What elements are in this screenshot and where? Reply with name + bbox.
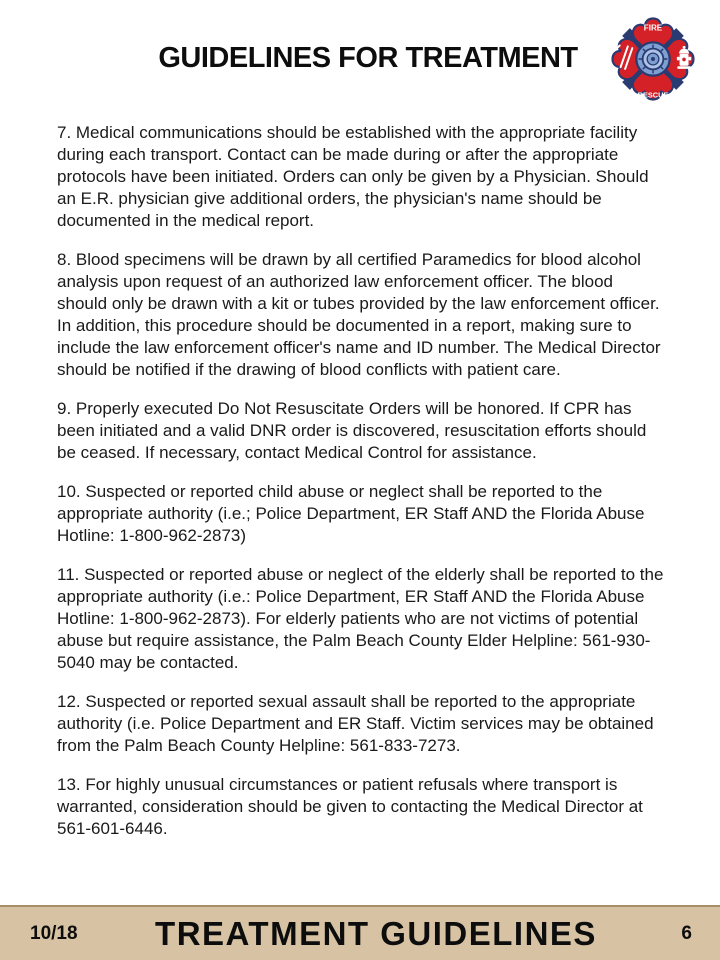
badge-fire-label: FIRE bbox=[643, 23, 663, 33]
guideline-item-10: 10. Suspected or reported child abuse or neglect shall be reported to the appropriate authority (i.e.; Police Department, ER Staff AND the Florida Abuse Hotline: 1-800-962-2873) bbox=[57, 482, 645, 545]
header bbox=[0, 0, 720, 120]
guideline-item-12: 12. Suspected or reported sexual assault shall be reported to the appropriate authority (i.e. Police Department and ER Staff. Victim services may be obtained from the Palm Beach County Helpline: 561-833-7273. bbox=[57, 692, 654, 755]
footer-date: 10/18 bbox=[30, 922, 78, 944]
guideline-item-9: 9. Properly executed Do Not Resuscitate Orders will be honored. If CPR has been initiated and a valid DNR order is discovered, resuscitation efforts should be ceased. If necessary, contact Medical Control for assistance. bbox=[57, 399, 647, 462]
guideline-item-13: 13. For highly unusual circumstances or patient refusals where transport is warranted, consideration should be given to contacting the Medical Director at 561-601-6446. bbox=[57, 775, 643, 838]
ship-wheel-icon bbox=[636, 42, 669, 75]
footer-page-number: 6 bbox=[681, 922, 692, 944]
footer bbox=[0, 905, 720, 960]
guideline-item-8: 8. Blood specimens will be drawn by all certified Paramedics for blood alcohol analysis upon request of an authorized law enforcement officer. The blood should only be drawn with a kit or tubes provided by the law enforcement officer. In addition, this procedure should be documented in a report, making sure to include the law enforcement officer's name and ID number. The Medical Director should be notified if the drawing of blood conflicts with patient care. bbox=[57, 250, 661, 379]
guideline-item-7: 7. Medical communications should be established with the appropriate facility during each transport. Contact can be made during or after the appropriate protocols have been initiated. Orders can only be given by a Physician. Should an E.R. physician give additional orders, the physician's name should be documented in the medical report. bbox=[57, 123, 649, 230]
badge-rescue-label: RESCUE bbox=[637, 90, 669, 100]
guideline-item-11: 11. Suspected or reported abuse or neglect of the elderly shall be reported to the appropriate authority (i.e.: Police Department, ER Staff AND the Florida Abuse Hotline: 1-800-962-2873). For elderly patients who are not victims of potential abuse but require assistance, the Palm Beach County Elder Helpline: 561-930-5040 may be contacted. bbox=[57, 565, 664, 672]
fire-rescue-badge-icon bbox=[608, 12, 698, 106]
footer-title: TREATMENT GUIDELINES bbox=[155, 914, 597, 952]
page-title: GUIDELINES FOR TREATMENT bbox=[158, 42, 578, 74]
guidelines-list bbox=[0, 120, 720, 840]
